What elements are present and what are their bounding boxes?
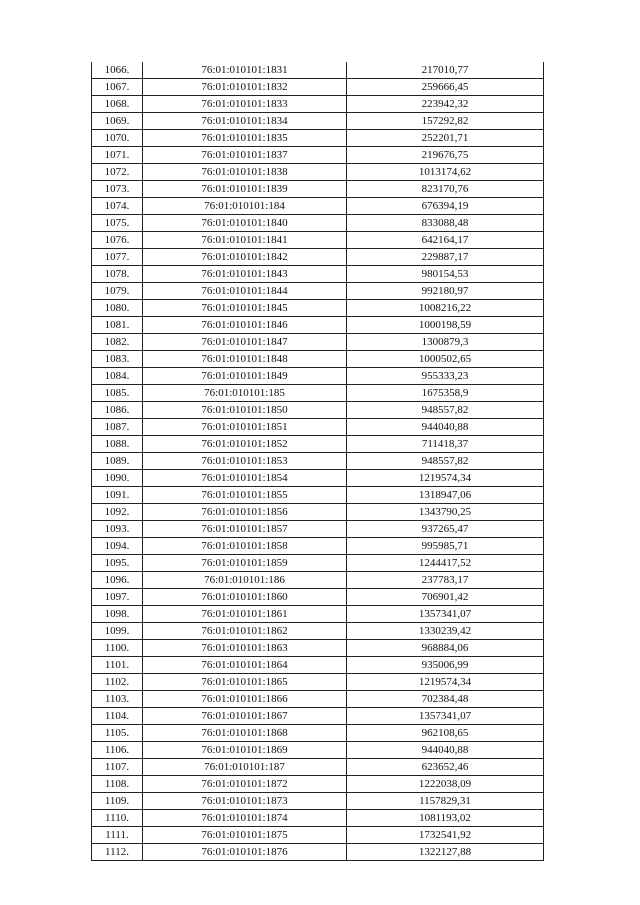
row-number-cell: 1077. <box>92 249 143 266</box>
cadastral-number-cell: 76:01:010101:1851 <box>143 419 347 436</box>
table-row <box>92 385 544 402</box>
value-cell: 702384,48 <box>347 691 544 708</box>
value-cell: 259666,45 <box>347 79 544 96</box>
table-row <box>92 113 544 130</box>
row-number-cell: 1073. <box>92 181 143 198</box>
value-cell: 948557,82 <box>347 402 544 419</box>
value-cell: 1318947,06 <box>347 487 544 504</box>
cadastral-number-cell: 76:01:010101:1833 <box>143 96 347 113</box>
value-cell: 833088,48 <box>347 215 544 232</box>
row-number-cell: 1089. <box>92 453 143 470</box>
value-cell: 676394,19 <box>347 198 544 215</box>
table-row <box>92 96 544 113</box>
value-cell: 1330239,42 <box>347 623 544 640</box>
row-number-cell: 1109. <box>92 793 143 810</box>
row-number-cell: 1105. <box>92 725 143 742</box>
cadastral-number-cell: 76:01:010101:1858 <box>143 538 347 555</box>
cadastral-number-cell: 76:01:010101:1876 <box>143 844 347 861</box>
value-cell: 229887,17 <box>347 249 544 266</box>
value-cell: 944040,88 <box>347 742 544 759</box>
value-cell: 1219574,34 <box>347 674 544 691</box>
row-number-cell: 1067. <box>92 79 143 96</box>
cadastral-number-cell: 76:01:010101:1873 <box>143 793 347 810</box>
value-cell: 1357341,07 <box>347 708 544 725</box>
row-number-cell: 1081. <box>92 317 143 334</box>
value-cell: 935006,99 <box>347 657 544 674</box>
cadastral-number-cell: 76:01:010101:1874 <box>143 810 347 827</box>
value-cell: 823170,76 <box>347 181 544 198</box>
table-row <box>92 249 544 266</box>
row-number-cell: 1110. <box>92 810 143 827</box>
cadastral-number-cell: 76:01:010101:184 <box>143 198 347 215</box>
cadastral-number-cell: 76:01:010101:1854 <box>143 470 347 487</box>
table-row <box>92 640 544 657</box>
value-cell: 1000198,59 <box>347 317 544 334</box>
value-cell: 1081193,02 <box>347 810 544 827</box>
value-cell: 1157829,31 <box>347 793 544 810</box>
value-cell: 642164,17 <box>347 232 544 249</box>
cadastral-number-cell: 76:01:010101:1855 <box>143 487 347 504</box>
cadastral-number-cell: 76:01:010101:1857 <box>143 521 347 538</box>
table-row <box>92 487 544 504</box>
table-row <box>92 436 544 453</box>
row-number-cell: 1078. <box>92 266 143 283</box>
cadastral-number-cell: 76:01:010101:1847 <box>143 334 347 351</box>
row-number-cell: 1066. <box>92 62 143 79</box>
row-number-cell: 1094. <box>92 538 143 555</box>
cadastral-number-cell: 76:01:010101:1850 <box>143 402 347 419</box>
cadastral-number-cell: 76:01:010101:1842 <box>143 249 347 266</box>
row-number-cell: 1079. <box>92 283 143 300</box>
cadastral-number-cell: 76:01:010101:1837 <box>143 147 347 164</box>
cadastral-number-cell: 76:01:010101:1846 <box>143 317 347 334</box>
table-row <box>92 368 544 385</box>
row-number-cell: 1076. <box>92 232 143 249</box>
row-number-cell: 1101. <box>92 657 143 674</box>
value-cell: 968884,06 <box>347 640 544 657</box>
table-row <box>92 708 544 725</box>
row-number-cell: 1069. <box>92 113 143 130</box>
cadastral-number-cell: 76:01:010101:1867 <box>143 708 347 725</box>
cadastral-number-cell: 76:01:010101:1849 <box>143 368 347 385</box>
table-row <box>92 266 544 283</box>
table-row <box>92 198 544 215</box>
row-number-cell: 1108. <box>92 776 143 793</box>
table-row <box>92 742 544 759</box>
table-row <box>92 759 544 776</box>
table-row <box>92 215 544 232</box>
value-cell: 962108,65 <box>347 725 544 742</box>
table-row <box>92 810 544 827</box>
row-number-cell: 1102. <box>92 674 143 691</box>
row-number-cell: 1098. <box>92 606 143 623</box>
value-cell: 1000502,65 <box>347 351 544 368</box>
value-cell: 992180,97 <box>347 283 544 300</box>
cadastral-number-cell: 76:01:010101:1860 <box>143 589 347 606</box>
cadastral-number-cell: 76:01:010101:1875 <box>143 827 347 844</box>
cadastral-number-cell: 76:01:010101:1841 <box>143 232 347 249</box>
value-cell: 944040,88 <box>347 419 544 436</box>
cadastral-number-cell: 76:01:010101:185 <box>143 385 347 402</box>
row-number-cell: 1074. <box>92 198 143 215</box>
table-row <box>92 164 544 181</box>
row-number-cell: 1071. <box>92 147 143 164</box>
row-number-cell: 1070. <box>92 130 143 147</box>
table-row <box>92 674 544 691</box>
table-row <box>92 232 544 249</box>
row-number-cell: 1088. <box>92 436 143 453</box>
cadastral-number-cell: 76:01:010101:1856 <box>143 504 347 521</box>
table-row <box>92 776 544 793</box>
value-cell: 1675358,9 <box>347 385 544 402</box>
row-number-cell: 1092. <box>92 504 143 521</box>
value-cell: 1300879,3 <box>347 334 544 351</box>
table-row <box>92 79 544 96</box>
row-number-cell: 1084. <box>92 368 143 385</box>
cadastral-number-cell: 76:01:010101:1861 <box>143 606 347 623</box>
row-number-cell: 1111. <box>92 827 143 844</box>
row-number-cell: 1103. <box>92 691 143 708</box>
table-row <box>92 572 544 589</box>
cadastral-number-cell: 76:01:010101:1853 <box>143 453 347 470</box>
table-row <box>92 351 544 368</box>
cadastral-number-cell: 76:01:010101:1835 <box>143 130 347 147</box>
cadastral-number-cell: 76:01:010101:1848 <box>143 351 347 368</box>
cadastral-table <box>91 62 544 861</box>
table-row <box>92 62 544 79</box>
cadastral-number-cell: 76:01:010101:1865 <box>143 674 347 691</box>
value-cell: 937265,47 <box>347 521 544 538</box>
table-row <box>92 334 544 351</box>
value-cell: 157292,82 <box>347 113 544 130</box>
cadastral-number-cell: 76:01:010101:1863 <box>143 640 347 657</box>
table-row <box>92 317 544 334</box>
table-row <box>92 657 544 674</box>
cadastral-number-cell: 76:01:010101:1852 <box>143 436 347 453</box>
cadastral-number-cell: 76:01:010101:1869 <box>143 742 347 759</box>
value-cell: 223942,32 <box>347 96 544 113</box>
cadastral-number-cell: 76:01:010101:187 <box>143 759 347 776</box>
row-number-cell: 1093. <box>92 521 143 538</box>
table-row <box>92 300 544 317</box>
cadastral-number-cell: 76:01:010101:1839 <box>143 181 347 198</box>
table-row <box>92 521 544 538</box>
value-cell: 711418,37 <box>347 436 544 453</box>
value-cell: 1013174,62 <box>347 164 544 181</box>
value-cell: 1244417,52 <box>347 555 544 572</box>
value-cell: 948557,82 <box>347 453 544 470</box>
value-cell: 1343790,25 <box>347 504 544 521</box>
table-row <box>92 606 544 623</box>
value-cell: 1732541,92 <box>347 827 544 844</box>
row-number-cell: 1072. <box>92 164 143 181</box>
cadastral-number-cell: 76:01:010101:1845 <box>143 300 347 317</box>
value-cell: 1357341,07 <box>347 606 544 623</box>
table-row <box>92 419 544 436</box>
row-number-cell: 1075. <box>92 215 143 232</box>
table-row <box>92 844 544 861</box>
value-cell: 252201,71 <box>347 130 544 147</box>
value-cell: 1222038,09 <box>347 776 544 793</box>
cadastral-number-cell: 76:01:010101:1843 <box>143 266 347 283</box>
table-row <box>92 725 544 742</box>
row-number-cell: 1083. <box>92 351 143 368</box>
cadastral-number-cell: 76:01:010101:1862 <box>143 623 347 640</box>
row-number-cell: 1097. <box>92 589 143 606</box>
cadastral-number-cell: 76:01:010101:1864 <box>143 657 347 674</box>
row-number-cell: 1107. <box>92 759 143 776</box>
cadastral-number-cell: 76:01:010101:1840 <box>143 215 347 232</box>
cadastral-number-cell: 76:01:010101:1838 <box>143 164 347 181</box>
cadastral-number-cell: 76:01:010101:1866 <box>143 691 347 708</box>
row-number-cell: 1080. <box>92 300 143 317</box>
row-number-cell: 1106. <box>92 742 143 759</box>
row-number-cell: 1085. <box>92 385 143 402</box>
cadastral-number-cell: 76:01:010101:1834 <box>143 113 347 130</box>
cadastral-number-cell: 76:01:010101:1872 <box>143 776 347 793</box>
table-row <box>92 470 544 487</box>
row-number-cell: 1090. <box>92 470 143 487</box>
row-number-cell: 1082. <box>92 334 143 351</box>
row-number-cell: 1096. <box>92 572 143 589</box>
cadastral-number-cell: 76:01:010101:1859 <box>143 555 347 572</box>
table-row <box>92 691 544 708</box>
table-row <box>92 793 544 810</box>
row-number-cell: 1086. <box>92 402 143 419</box>
cadastral-number-cell: 76:01:010101:186 <box>143 572 347 589</box>
value-cell: 217010,77 <box>347 62 544 79</box>
value-cell: 980154,53 <box>347 266 544 283</box>
table-row <box>92 504 544 521</box>
value-cell: 955333,23 <box>347 368 544 385</box>
row-number-cell: 1099. <box>92 623 143 640</box>
table-body <box>92 62 544 861</box>
row-number-cell: 1112. <box>92 844 143 861</box>
table-row <box>92 147 544 164</box>
value-cell: 1219574,34 <box>347 470 544 487</box>
table-row <box>92 623 544 640</box>
table-row <box>92 283 544 300</box>
row-number-cell: 1068. <box>92 96 143 113</box>
value-cell: 1008216,22 <box>347 300 544 317</box>
cadastral-number-cell: 76:01:010101:1868 <box>143 725 347 742</box>
value-cell: 706901,42 <box>347 589 544 606</box>
table-row <box>92 589 544 606</box>
row-number-cell: 1091. <box>92 487 143 504</box>
table-row <box>92 181 544 198</box>
table-row <box>92 402 544 419</box>
table-row <box>92 827 544 844</box>
value-cell: 237783,17 <box>347 572 544 589</box>
table-row <box>92 538 544 555</box>
table-row <box>92 130 544 147</box>
table-row <box>92 453 544 470</box>
cadastral-number-cell: 76:01:010101:1831 <box>143 62 347 79</box>
row-number-cell: 1095. <box>92 555 143 572</box>
row-number-cell: 1104. <box>92 708 143 725</box>
cadastral-number-cell: 76:01:010101:1844 <box>143 283 347 300</box>
table-row <box>92 555 544 572</box>
row-number-cell: 1087. <box>92 419 143 436</box>
cadastral-number-cell: 76:01:010101:1832 <box>143 79 347 96</box>
row-number-cell: 1100. <box>92 640 143 657</box>
value-cell: 623652,46 <box>347 759 544 776</box>
value-cell: 995985,71 <box>347 538 544 555</box>
value-cell: 1322127,88 <box>347 844 544 861</box>
value-cell: 219676,75 <box>347 147 544 164</box>
